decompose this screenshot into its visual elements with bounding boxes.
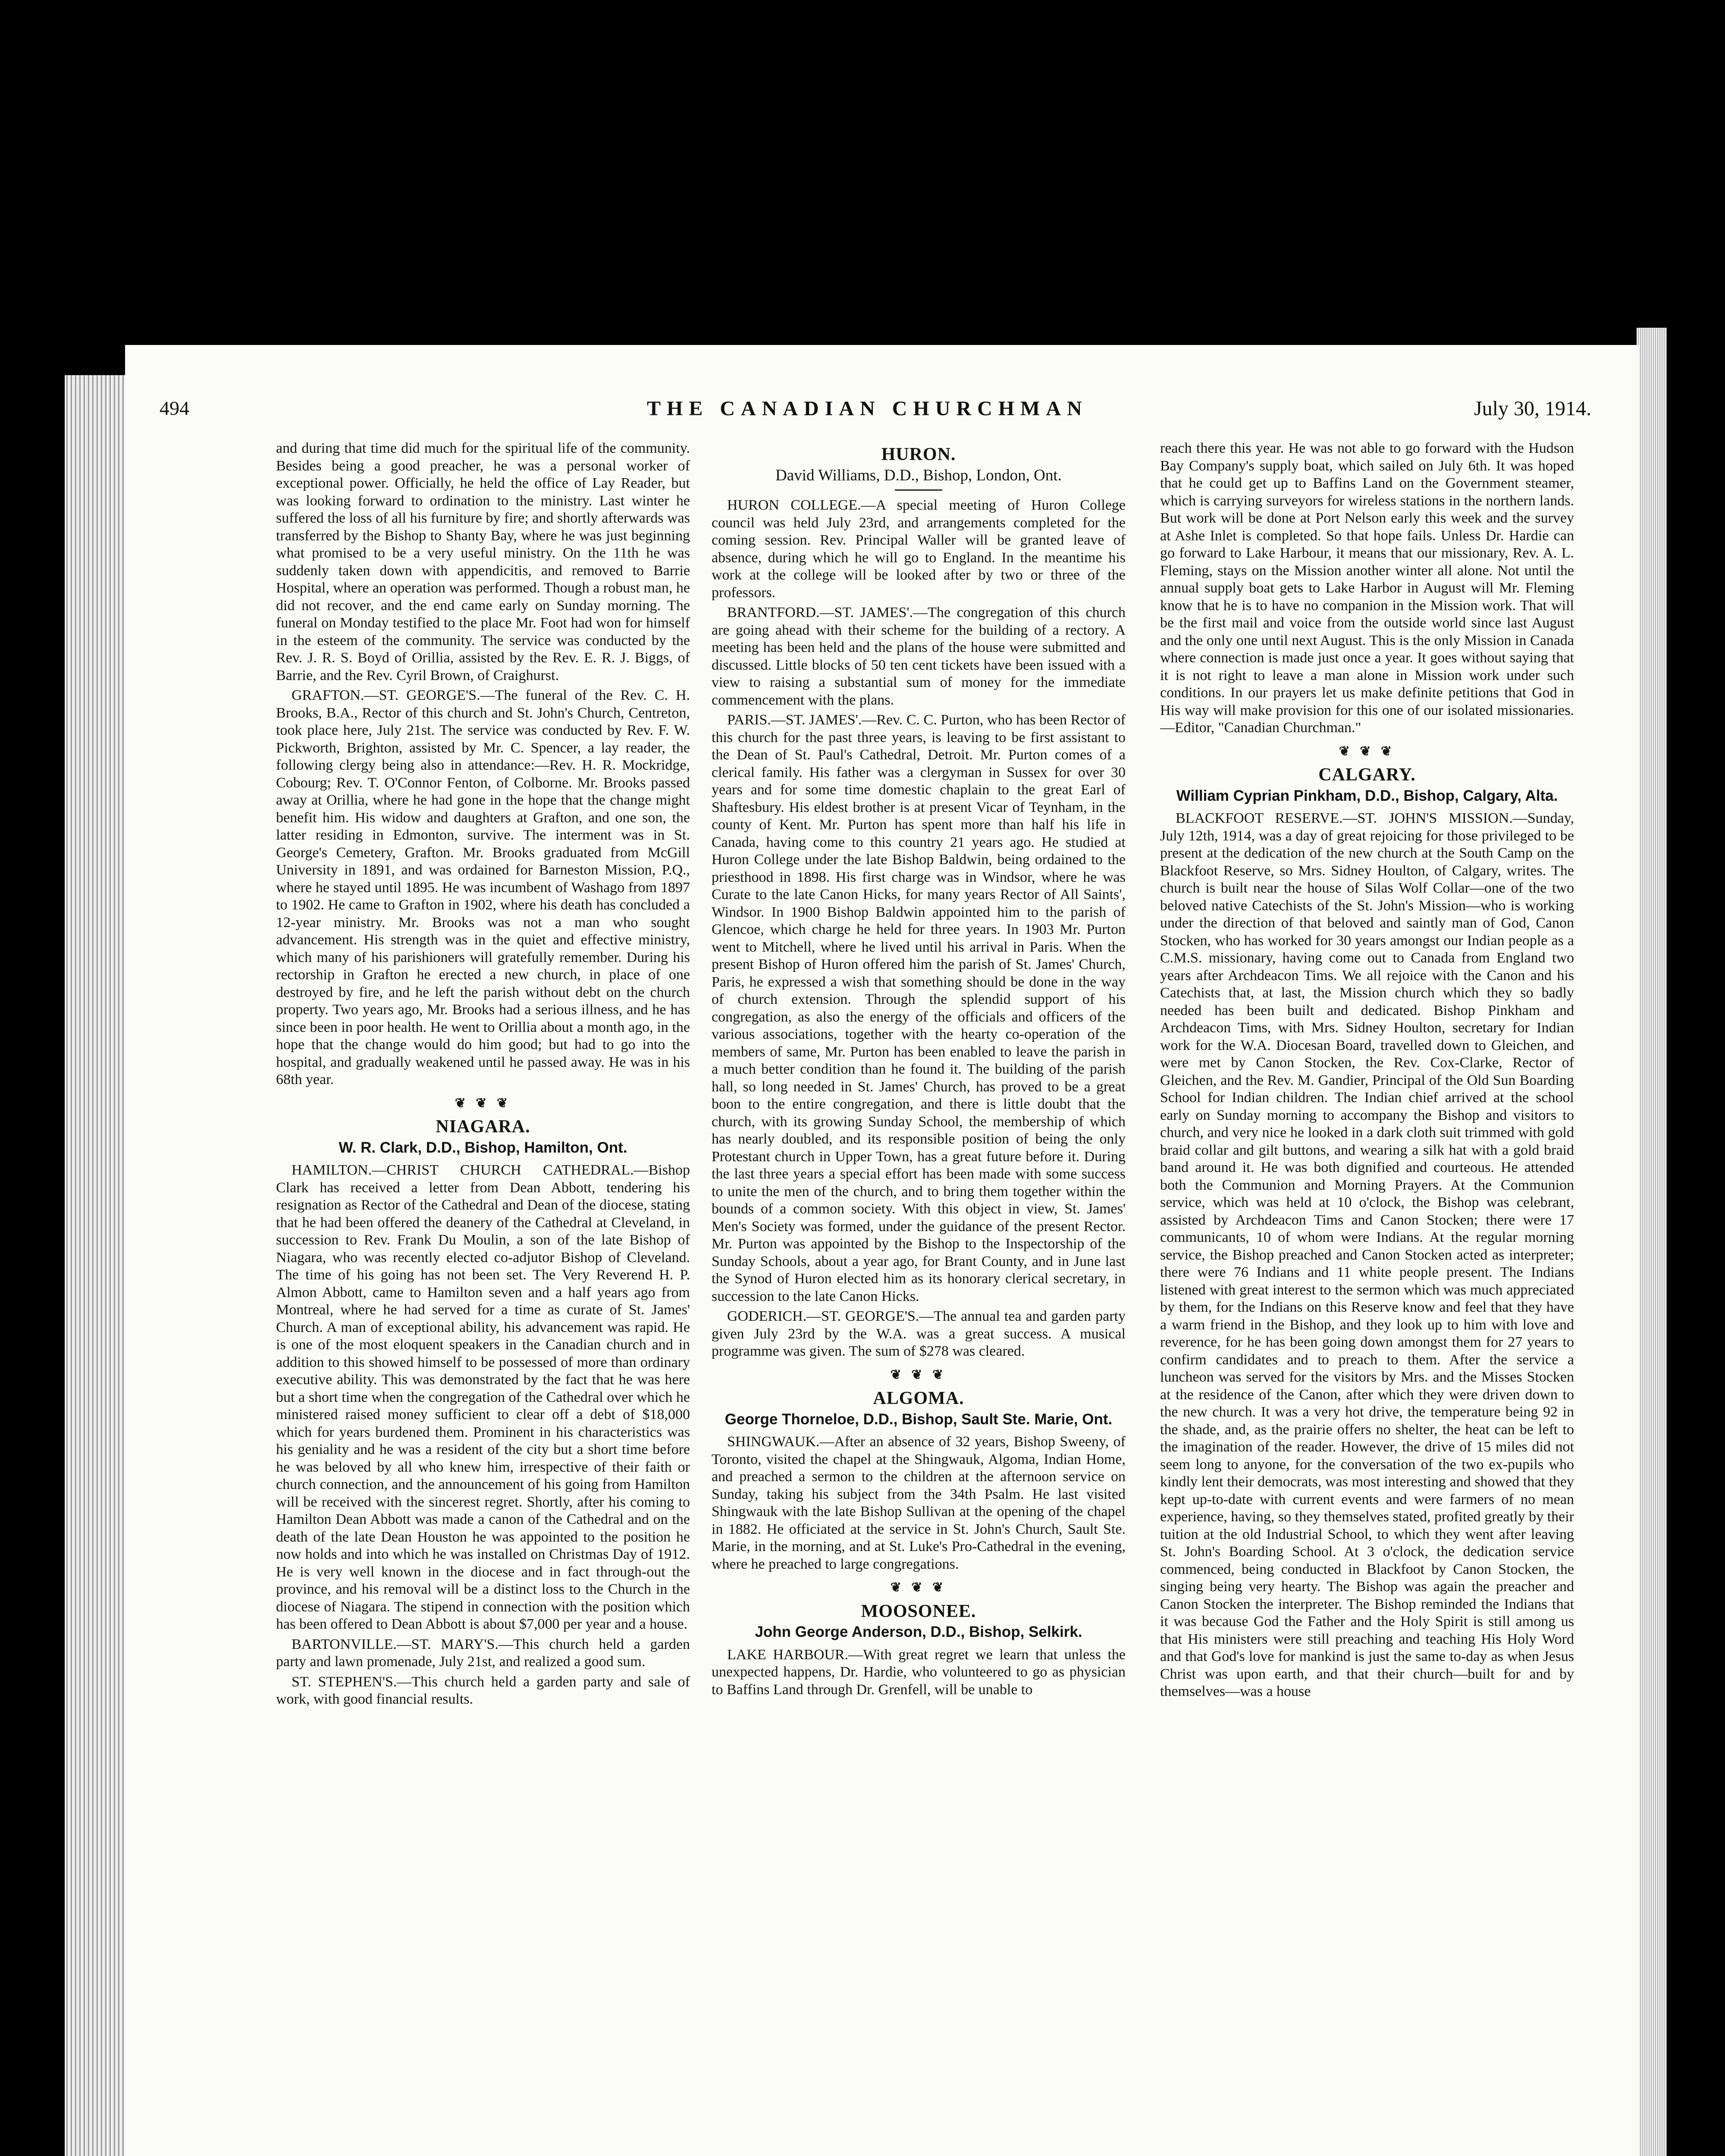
article-paragraph: SHINGWAUK.—After an absence of 32 years, Bishop Sweeny, of Toronto, visited the chapel at the Shingwauk, Algoma, Indian Home, and preached a sermon to the children at the afternoon service on Sunday, taking his subject from the 34th Psalm. He last visited Shingwauk with the late Bishop Sullivan at the opening of the chapel in 1882. He officiated at the service in St. John's Church, Sault Ste. Marie, in the morning, and at St. Luke's Pro-Cathedral in the evening, where he preached to large congregations. — [712, 1434, 1126, 1572]
article-paragraph: HAMILTON.—CHRIST CHURCH CATHEDRAL.—Bishop Clark has received a letter from Dean Abbott, tendering his resignation as Rector of the Cathedral and Dean of the diocese, stating that he had been offered the deanery of the Cathedral at Cleveland, in succession to Rev. Frank Du Moulin, a son of the late Bishop of Niagara, who was recently elected co-adjutor Bishop of Cleveland. The time of his going has not been set. The Very Reverend H. P. Almon Abbott, came to Hamilton seven and a half years ago from Montreal, where he had served for a time as curate of St. James' Church. A man of exceptional ability, his advancement was rapid. He is one of the most eloquent speakers in the Canadian church and in addition to this showed himself to be possessed of more than ordinary executive ability. This was demonstrated by the fact that he was here but a short time when the congregation of the Cathedral over which he ministered raised money sufficient to clear off a debt of $18,000 which for years burdened them. Prominent in his characteristics was his geniality and he was a resident of the city but a short time before he was beloved by all who knew him, irrespective of their faith or church connection, and the announcement of his going from Hamilton will be received with the sincerest regret. Shortly, after his coming to Hamilton Dean Abbott was made a canon of the Cathedral and on the death of the late Dean Houston he was appointed to the position he now holds and into which he was installed on Christmas Day of 1912. He is very well known in the diocese and in fact through-out the province, and his removal will be a distinct loss to the Church in the diocese of Niagara. The stipend in connection with the position which has been offered to Dean Abbott is about $7,000 per year and a house. — [276, 1162, 690, 1632]
diocese-heading-niagara: NIAGARA. — [436, 1117, 530, 1137]
bishop-line-huron: David Williams, D.D., Bishop, London, Ont. — [775, 466, 1062, 484]
article-paragraph: GODERICH.—ST. GEORGE'S.—The annual tea and garden party given July 23rd by the W.A. was a great success. A musical programme was given. The sum of $278 was cleared. — [712, 1308, 1126, 1359]
article-paragraph: ST. STEPHEN'S.—This church held a garden party and sale of work, with good financial results. — [276, 1673, 690, 1707]
divider-rule — [895, 489, 942, 491]
article-paragraph: reach there this year. He was not able to go forward with the Hudson Bay Company's supply boat, which sailed on July 6th. It was hoped that he could get up to Baffins Land on the Government steamer, which is carrying surveyors for wireless stations in the northern lands. But work will be done at Port Nelson early this week and the survey at Ashe Inlet is completed. So that hope fails. Unless Dr. Hardie can go forward to Lake Harbour, it means that our missionary, Rev. A. L. Fleming, stays on the Mission another winter all alone. Not until the annual supply boat gets to Lake Harbor in August will Mr. Fleming know that he is to have no companion in the Mission work. That will be the first mail and voice from the outside world since last August and the only one until next August. This is the only Mission in Canada where connection is made just once a year. It goes without saying that it is not right to leave a man alone in Mission work under such conditions. In our prayers let us make definite petitions that God in His way will make provision for this one of our isolated missionaries.—Editor, "Canadian Churchman." — [1160, 440, 1574, 736]
bishop-line-algoma: George Thorneloe, D.D., Bishop, Sault Ste. Marie, Ont. — [724, 1410, 1113, 1428]
article-paragraph: HURON COLLEGE.—A special meeting of Huron College council was held July 23rd, and arrangements completed for the coming session. Rev. Principal Waller will be granted leave of absence, during which he will go to England. In the meantime his work at the college will be looked after by two or three of the professors. — [712, 497, 1126, 601]
diocese-heading-calgary: CALGARY. — [1318, 765, 1416, 785]
section-ornament: ❦ ❦ ❦ — [455, 1096, 511, 1110]
column-right — [1160, 440, 1574, 2156]
article-paragraph: BRANTFORD.—ST. JAMES'.—The congregation of this church are going ahead with their scheme for the building of a rectory. A meeting has been held and the plans of the house were submitted and discussed. Little blocks of 50 ten cent tickets have been issued with a view to raising a substantial sum of money for the immediate commencement with the plans. — [712, 605, 1126, 708]
article-paragraph: PARIS.—ST. JAMES'.—Rev. C. C. Purton, who has been Rector of this church for the past three years, is leaving to be first assistant to the Dean of St. Paul's Cathedral, Detroit. Mr. Purton comes of a clerical family. His father was a clergyman in Sussex for over 30 years and for some time domestic chaplain to the great Earl of Shaftesbury. His eldest brother is at present Vicar of Teynham, in the county of Kent. Mr. Purton has spent more than half his life in Canada, having come to this country 21 years ago. He studied at Huron College under the late Bishop Baldwin, being ordained to the priesthood in 1898. His first charge was in Windsor, where he was Curate to the late Canon Hicks, for many years Rector of All Saints', Windsor. In 1900 Bishop Baldwin appointed him to the parish of Glencoe, which charge he held for three years. In 1903 Mr. Purton went to Mitchell, where he lived until his arrival in Paris. When the present Bishop of Huron offered him the parish of St. James' Church, Paris, he expressed a wish that something should be done in the way of church extension. Through the splendid support of his congregation, as also the energy of the officials and officers of the various associations, together with the hearty co-operation of the members of same, Mr. Purton has been enabled to leave the parish in a much better condition than he found it. The building of the parish hall, so long needed in St. James' Church, has proved to be a great boon to the entire congregation, and there is little doubt that the church, with its growing Sunday School, the membership of which has nearly doubled, and its responsible position of being the only Protestant church in Upper Town, has a great future before it. During the last three years a special effort has been made with some success to unite the men of the church, and to bring them together within the bounds of a common society. With this object in view, St. James' Men's Society was formed, under the guidance of the present Rector. Mr. Purton was appointed by the Bishop to the Inspectorship of the Sunday Schools, about a year ago, for Brant County, and in June last the Synod of Huron elected him as its honorary clerical secretary, in succession to the late Canon Hicks. — [712, 712, 1126, 1304]
section-ornament: ❦ ❦ ❦ — [1339, 744, 1396, 758]
bishop-line-niagara: W. R. Clark, D.D., Bishop, Hamilton, Ont. — [339, 1139, 627, 1156]
bishop-line-calgary: William Cyprian Pinkham, D.D., Bishop, Calgary, Alta. — [1176, 787, 1558, 804]
book-page-edges-left — [65, 375, 125, 2156]
column-middle — [712, 440, 1126, 2156]
section-ornament: ❦ ❦ ❦ — [890, 1367, 947, 1382]
article-paragraph: BARTONVILLE.—ST. MARY'S.—This church held a garden party and lawn promenade, July 21st, and realized a good sum. — [276, 1636, 690, 1670]
article-paragraph: BLACKFOOT RESERVE.—ST. JOHN'S MISSION.—Sunday, July 12th, 1914, was a day of great rejoicing for those privileged to be present at the dedication of the new church at the South Camp on the Blackfoot Reserve, so Mrs. Sidney Houlton, of Calgary, writes. The church is built near the house of Silas Wolf Collar—one of the two beloved native Catechists of the St. John's Mission—who is working under the direction of that beloved and saintly man of God, Canon Stocken, who has worked for 30 years amongst our Indian people as a C.M.S. missionary, having come out to Canada from England two years after Archdeacon Tims. We all rejoice with the Canon and his Catechists that, at last, the Mission church which they so badly needed has been built and dedicated. Bishop Pinkham and Archdeacon Tims, with Mrs. Sidney Houlton, secretary for Indian work for the W.A. Diocesan Board, travelled down to Gleichen, and were met by Canon Stocken, the Rev. Cox-Clarke, Rector of Gleichen, and the Rev. M. Gandier, Principal of the Old Sun Boarding School for Indian children. The Indian chief arrived at the school early on Sunday morning to accompany the Bishop and visitors to church, and very nice he looked in a dark cloth suit trimmed with gold braid collar and gilt buttons, and wearing a silk hat with a gold braid band around it. He was both dignified and courteous. He attended both the Communion and Morning Prayers. At the Communion service, which was held at 10 o'clock, the Bishop was celebrant, assisted by Archdeacon Tims and Canon Stocken; there were 17 communicants, 10 of whom were Indians. At the regular morning service, the Bishop preached and Canon Stocken acted as interpreter; there were 76 Indians and 11 white people present. The Indians listened with great interest to the sermon which was much appreciated by them, for the Indians on this Reserve know and feel that they have a warm friend in the Bishop, and they look up to him with love and reverence, for he has been going down amongst them for 27 years to confirm candidates and to preach to them. After the service a luncheon was served for the visitors by Mrs. and the Misses Stocken at the residence of the Canon, after which they were driven down to the new church. It was a very hot drive, the temperature being 92 in the shade, and, as the prairie offers no shelter, the heat can be left to the imagination of the reader. However, the drive of 15 miles did not seem long to anyone, for the conversation of the two ex-pupils who kindly lent their democrats, was most interesting and showed that they kept up-to-date with current events and were farmers of no mean experience, having, so they themselves stated, profited greatly by their tuition at the old Industrial School, to which they went after leaving St. John's Boarding School. At 3 o'clock, the dedication service commenced, being conducted in Blackfoot by Canon Stocken, the singing being very hearty. The Bishop was again the preacher and Canon Stocken the interpreter. The Bishop reminded the Indians that it was because God the Father and the Holy Spirit is still among us that His ministers were still preaching and teaching His Holy Word and that God's love for mankind is just the same to-day as when Jesus Christ was upon earth, and that their church—built for and by themselves—was a house — [1160, 810, 1574, 1699]
article-paragraph: LAKE HARBOUR.—With great regret we learn that unless the unexpected happens, Dr. Hardie, who volunteered to go as physician to Baffins Land through Dr. Grenfell, will be unable to — [712, 1646, 1126, 1698]
article-paragraph: and during that time did much for the spiritual life of the community. Besides being a good preacher, he was a personal worker of exceptional power. Officially, he held the office of Lay Reader, but was looking forward to ordination to the ministry. Last winter he suffered the loss of all his furniture by fire; and shortly afterwards was transferred by the Bishop to Shanty Bay, where he was just beginning what promised to be a very useful ministry. On the 11th he was suddenly taken down with appendicitis, and removed to Barrie Hospital, where an operation was performed. Though a robust man, he did not recover, and the end came early on Sunday morning. The funeral on Monday testified to the place Mr. Foot had won for himself in the esteem of the community. The service was conducted by the Rev. J. R. S. Boyd of Orillia, assisted by the Rev. E. R. J. Biggs, of Barrie, and the Rev. Cyril Brown, of Craighurst. — [276, 440, 690, 683]
article-paragraph: GRAFTON.—ST. GEORGE'S.—The funeral of the Rev. C. H. Brooks, B.A., Rector of this church and St. John's Church, Centreton, took place here, July 21st. The service was conducted by Rev. F. W. Pickworth, Brighton, assisted by Mr. C. Spencer, a lay reader, the following clergy being also in attendance:—Rev. H. R. Mockridge, Cobourg; Rev. T. O'Connor Fenton, of Colborne. Mr. Brooks passed away at Orillia, where he had gone in the hope that the change might benefit him. His widow and daughters at Grafton, and one son, the latter residing in Edmonton, survive. The interment was in St. George's Cemetery, Grafton. Mr. Brooks graduated from McGill University in 1891, and was ordained for Barneston Mission, P.Q., where he stayed until 1895. He was incumbent of Washago from 1897 to 1902. He came to Grafton in 1902, where his death has concluded a 12-year ministry. Mr. Brooks was not a man who sought advancement. His strength was in the quiet and effective ministry, which many of his parishioners will gratefully remember. During his rectorship in Grafton he erected a new church, in place of one destroyed by fire, and he left the parish without debt on the church property. Two years ago, Mr. Brooks had a serious illness, and he has since been in poor health. He went to Orillia about a month ago, in the hope that the change would do him good; but had to go into the hospital, and gradually weakened until he passed away. He was in his 68th year. — [276, 687, 690, 1087]
issue-date: July 30, 1914. — [1474, 397, 1591, 420]
section-ornament: ❦ ❦ ❦ — [890, 1580, 947, 1595]
column-left — [276, 440, 690, 2156]
running-title: THE CANADIAN CHURCHMAN — [647, 397, 1088, 420]
page-number: 494 — [160, 397, 189, 419]
bishop-line-moosonee: John George Anderson, D.D., Bishop, Selkirk. — [755, 1623, 1082, 1640]
diocese-heading-moosonee: MOOSONEE. — [861, 1601, 976, 1621]
page-header — [160, 397, 1596, 431]
diocese-heading-algoma: ALGOMA. — [873, 1388, 964, 1408]
book-page-edges-right — [1637, 328, 1667, 2156]
diocese-heading-huron: HURON. — [881, 445, 956, 464]
